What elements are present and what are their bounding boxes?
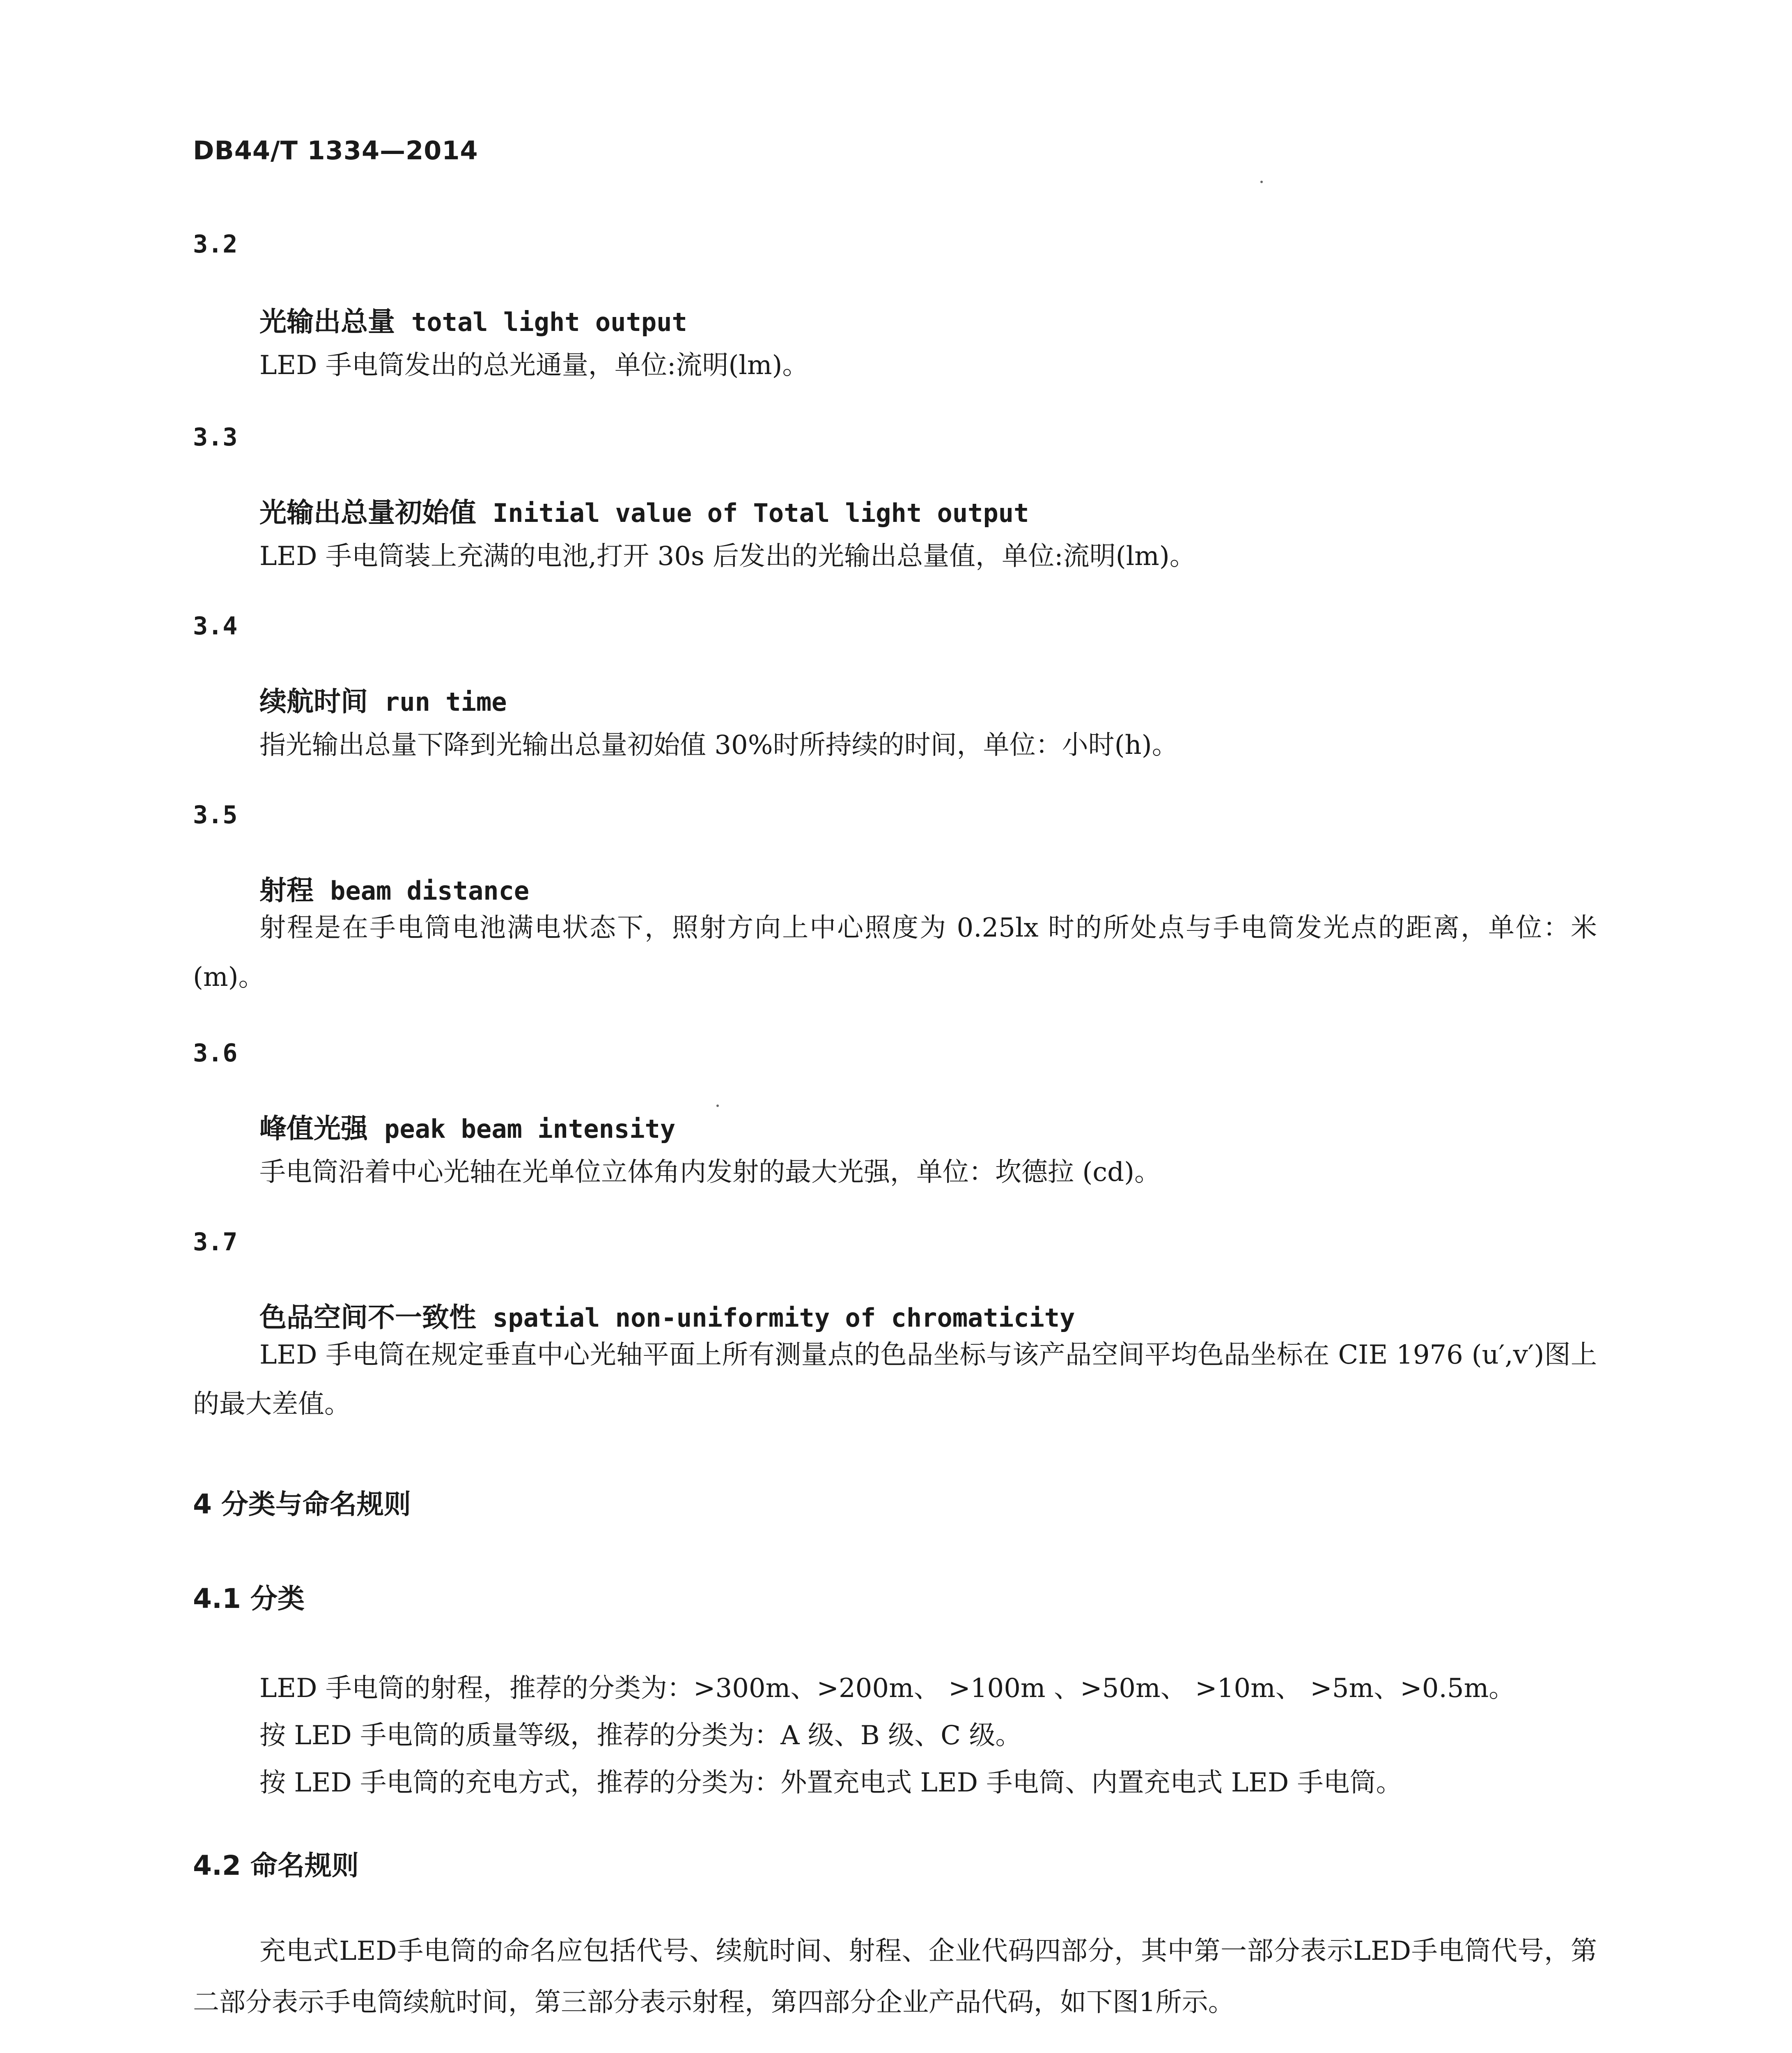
term-title — [259, 868, 529, 907]
classification-line: 按 LED 手电筒的质量等级，推荐的分类为：A 级、B 级、C 级。 — [259, 1720, 1022, 1751]
term-definition: 射程是在手电筒电池满电状态下，照射方向上中心照度为 0.25lx 时的所处点与手电筒发光点的距离，单位：米(m)。 — [193, 913, 1597, 992]
subsection-heading: 4.1 分类 — [193, 1583, 305, 1614]
term-title — [259, 300, 687, 339]
clause-number: 3.6 — [193, 1039, 238, 1068]
clause-number: 3.4 — [193, 612, 238, 641]
term-en: peak beam intensity — [384, 1114, 676, 1144]
scan-speck — [1260, 181, 1263, 183]
scan-speck — [716, 1105, 719, 1107]
term-title — [259, 1295, 1075, 1334]
term-en: Initial value of Total light output — [493, 498, 1029, 528]
clause-number: 3.3 — [193, 423, 238, 452]
term-title — [259, 1107, 675, 1146]
term-en: beam distance — [330, 876, 530, 906]
term-title — [259, 680, 507, 719]
term-zh: 光输出总量初始值 — [259, 497, 476, 528]
standard-code: DB44/T 1334—2014 — [193, 135, 478, 165]
clause-number: 3.2 — [193, 230, 238, 259]
term-zh: 峰值光强 — [259, 1113, 368, 1144]
clause-number: 3.7 — [193, 1228, 238, 1256]
classification-line: LED 手电筒的射程，推荐的分类为：>300m、>200m、 >100m 、>50m、 >10m、 >5m、>0.5m。 — [259, 1673, 1515, 1704]
term-definition: LED 手电筒装上充满的电池,打开 30s 后发出的光输出总量值，单位:流明(lm)。 — [259, 541, 1196, 572]
term-zh: 色品空间不一致性 — [259, 1302, 476, 1333]
term-en: run time — [384, 687, 507, 717]
term-definition: 指光输出总量下降到光输出总量初始值 30%时所持续的时间，单位：小时(h)。 — [259, 730, 1178, 760]
subsection-heading: 4.2 命名规则 — [193, 1850, 359, 1881]
clause-number: 3.5 — [193, 801, 238, 829]
classification-line: 按 LED 手电筒的充电方式，推荐的分类为：外置充电式 LED 手电筒、内置充电式 LED 手电筒。 — [259, 1768, 1402, 1798]
term-en: spatial non-uniformity of chromaticity — [493, 1303, 1075, 1333]
term-definition: LED 手电筒发出的总光通量，单位:流明(lm)。 — [259, 350, 809, 381]
term-zh: 光输出总量 — [259, 306, 395, 338]
section-heading: 4 分类与命名规则 — [193, 1488, 411, 1520]
term-title — [259, 491, 1029, 530]
term-zh: 射程 — [259, 875, 314, 906]
term-definition: 手电筒沿着中心光轴在光单位立体角内发射的最大光强，单位：坎德拉 (cd)。 — [259, 1157, 1161, 1187]
term-definition: LED 手电筒在规定垂直中心光轴平面上所有测量点的色品坐标与该产品空间平均色品坐标在 CIE 1976 (u′,v′)图上的最大差值。 — [193, 1340, 1597, 1419]
term-zh: 续航时间 — [259, 686, 368, 717]
term-en: total light output — [411, 307, 687, 337]
naming-rule-paragraph: 充电式LED手电筒的命名应包括代号、续航时间、射程、企业代码四部分，其中第一部分表示LED手电筒代号，第二部分表示手电筒续航时间，第三部分表示射程，第四部分企业产品代码，如下图1所示。 — [193, 1936, 1597, 2018]
